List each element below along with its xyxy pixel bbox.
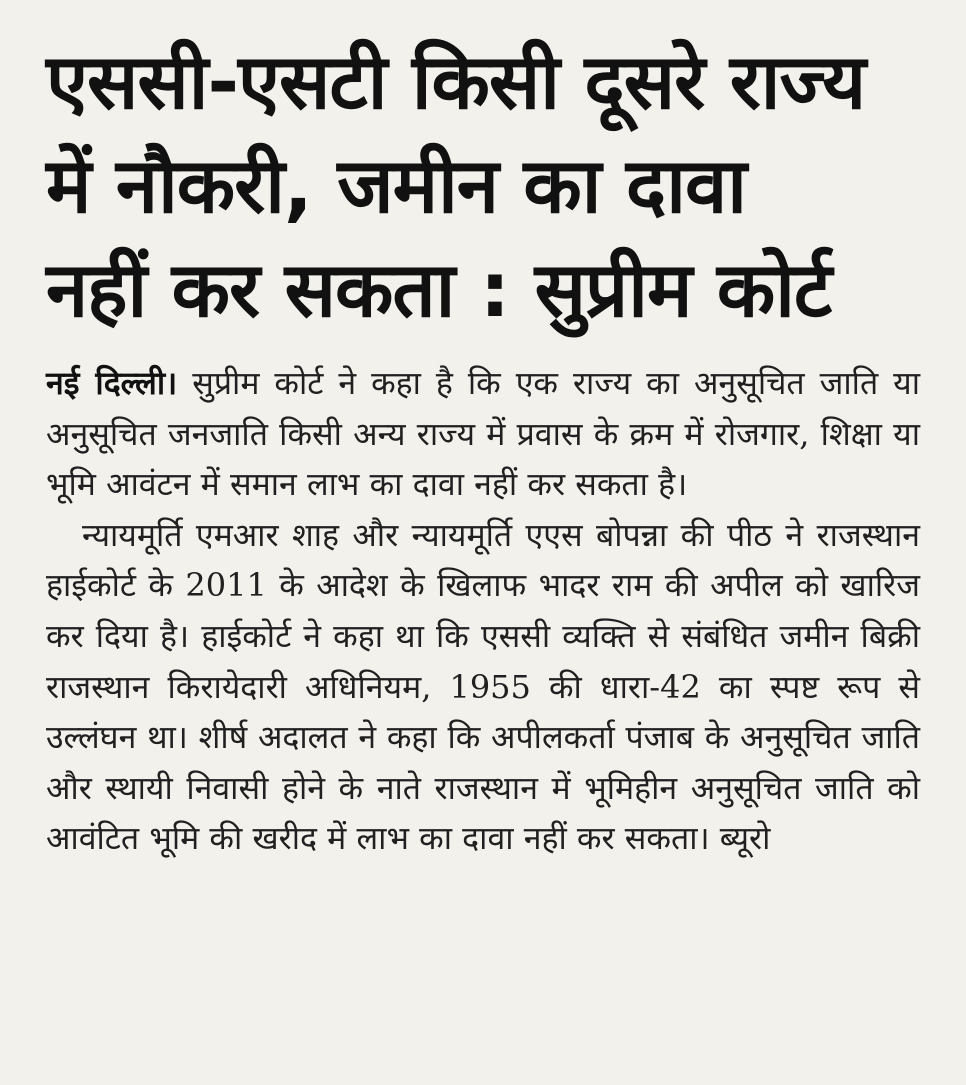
headline-line-1: एससी-एसटी किसी दूसरे राज्य [46, 37, 866, 126]
headline-line-3: नहीं कर सकता : सुप्रीम कोर्ट [46, 245, 832, 334]
article-body [46, 358, 920, 864]
headline-line-2: में नौकरी, जमीन का दावा [46, 141, 746, 230]
paragraph-1 [46, 358, 920, 510]
dateline: नई दिल्ली। [46, 364, 178, 402]
paragraph-2 [46, 510, 920, 864]
headline [46, 30, 920, 342]
paragraph-2-text: न्यायमूर्ति एमआर शाह और न्यायमूर्ति एएस बोपन्ना की पीठ ने राजस्थान हाईकोर्ट के 2011 के आदेश के खिलाफ भादर राम की अपील को खारिज कर दिया है। हाईकोर्ट ने कहा था कि एससी व्यक्ति से संबंधित जमीन बिक्री राजस्थान किरायेदारी अधिनियम, 1955 की धारा-42 का स्पष्ट रूप से उल्लंघन था। शीर्ष अदालत ने कहा कि अपीलकर्ता पंजाब के अनुसूचित जाति और स्थायी निवासी होने के नाते राजस्थान में भूमिहीन अनुसूचित जाति को आवंटित भूमि की खरीद में लाभ का दावा नहीं कर सकता। [46, 515, 920, 858]
byline: ब्यूरो [719, 819, 771, 858]
paragraph-1-text: सुप्रीम कोर्ट ने कहा है कि एक राज्य का अनुसूचित जाति या अनुसूचित जनजाति किसी अन्य राज्य में प्रवास के क्रम में रोजगार, शिक्षा या भूमि आवंटन में समान लाभ का दावा नहीं कर सकता है। [46, 364, 921, 504]
